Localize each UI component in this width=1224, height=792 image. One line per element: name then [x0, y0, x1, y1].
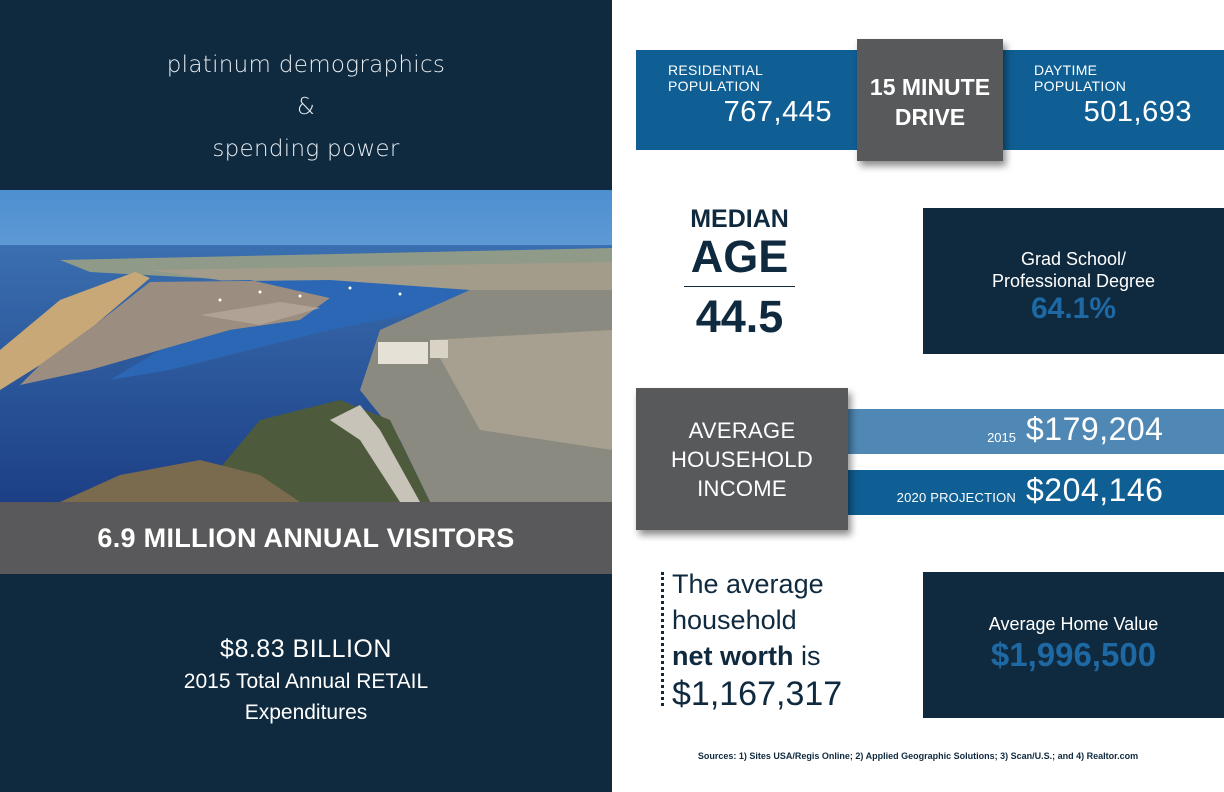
income-title-line-3: INCOME — [697, 476, 787, 501]
income-2015-value: $179,204 — [1026, 411, 1164, 447]
drive-time-label — [857, 72, 1003, 132]
income-title — [636, 416, 848, 503]
net-worth-is: is — [793, 641, 821, 671]
daytime-label-line-1: DAYTIME — [1034, 62, 1098, 78]
income-title-line-2: HOUSEHOLD — [670, 447, 814, 472]
income-2020-value: $204,146 — [1026, 472, 1164, 508]
education-value: 64.1% — [1030, 292, 1117, 325]
tagline-line-2: & — [296, 94, 316, 120]
education-label-line-1: Grad School/ — [1020, 249, 1127, 269]
net-worth-line-1: The average — [672, 569, 824, 599]
residential-label-line-1: RESIDENTIAL — [668, 62, 764, 78]
tagline-line-1: platinum demographics — [166, 52, 446, 78]
home-value-amount: $1,996,500 — [990, 636, 1157, 673]
retail-value: $8.83 BILLION — [220, 635, 392, 663]
median-label: MEDIAN — [690, 205, 789, 233]
retail-expenditures — [0, 632, 612, 728]
net-worth — [672, 566, 842, 714]
drive-line-2: DRIVE — [894, 104, 966, 130]
education-label-line-2: Professional Degree — [991, 271, 1156, 291]
median-age-value: 44.5 — [695, 291, 784, 342]
net-worth-value: $1,167,317 — [672, 675, 843, 713]
retail-caption-line-2: Expenditures — [244, 701, 368, 724]
daytime-population-value: 501,693 — [1083, 96, 1192, 128]
education-label — [923, 248, 1224, 292]
tagline-line-3: spending power — [212, 136, 400, 162]
daytime-label-line-2: POPULATION — [1034, 78, 1127, 94]
age-divider — [684, 286, 795, 287]
residential-label-line-2: POPULATION — [668, 78, 761, 94]
age-label: AGE — [690, 231, 789, 282]
annual-visitors: 6.9 MILLION ANNUAL VISITORS — [97, 523, 515, 553]
net-worth-emphasis: net worth — [672, 641, 794, 671]
median-age — [682, 205, 797, 343]
residential-population-label — [668, 62, 763, 94]
retail-caption-line-1: 2015 Total Annual RETAIL — [183, 670, 429, 693]
income-2015-label: 2015 — [987, 430, 1016, 445]
net-worth-line-3 — [672, 638, 842, 674]
sources-footnote: Sources: 1) Sites USA/Regis Online; 2) Applied Geographic Solutions; 3) Scan/U.S.; and 4) Realtor.com — [697, 751, 1139, 761]
income-2020-label: 2020 PROJECTION — [896, 490, 1016, 505]
daytime-population-label — [1034, 62, 1126, 94]
harbor-aerial-photo — [0, 190, 612, 502]
income-title-line-1: AVERAGE — [688, 418, 796, 443]
drive-line-1: 15 MINUTE — [869, 74, 991, 100]
residential-population-value: 767,445 — [723, 96, 832, 128]
net-worth-line-2: household — [672, 605, 797, 635]
home-value-label: Average Home Value — [988, 614, 1159, 634]
tagline — [0, 44, 612, 170]
dotted-divider — [661, 572, 664, 706]
